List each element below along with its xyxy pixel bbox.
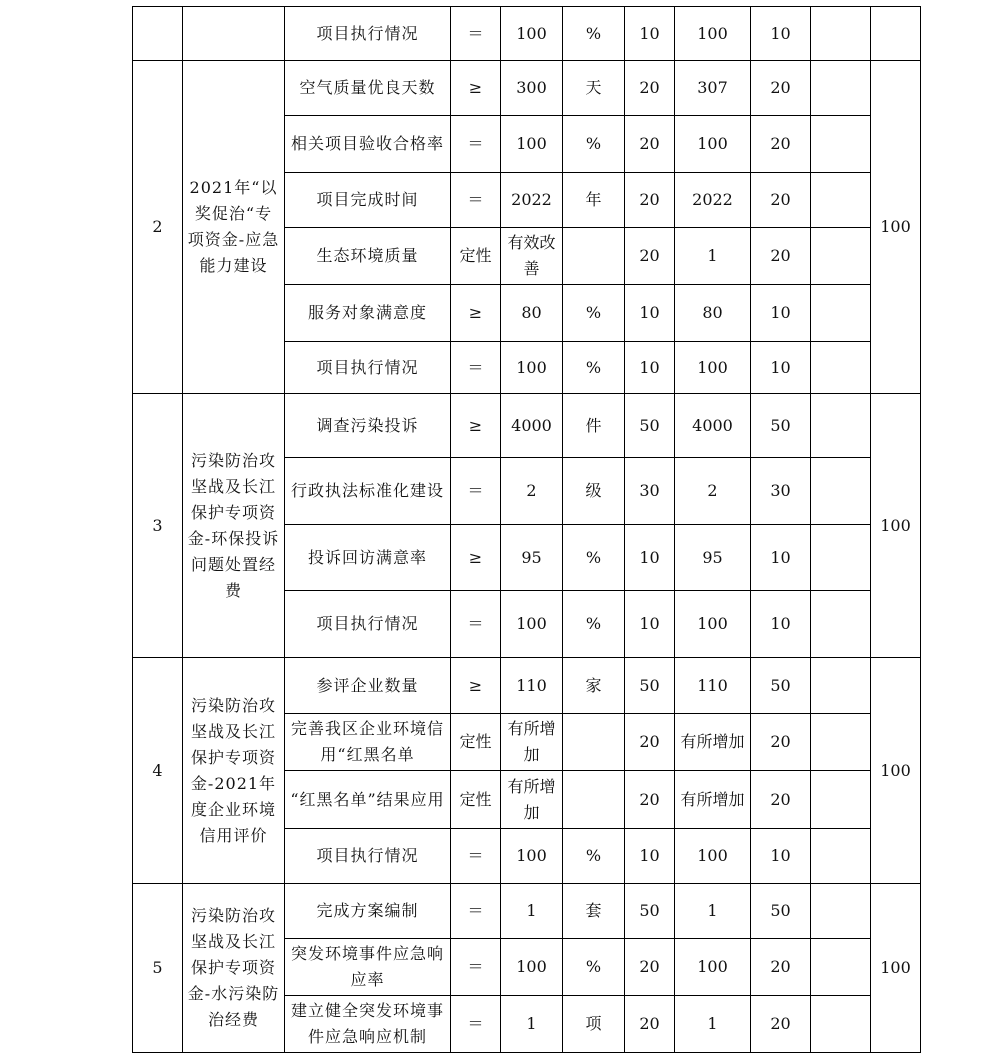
weight-cell: 50: [625, 394, 675, 458]
total-cell: 100: [871, 884, 921, 1053]
blank-cell: [811, 714, 871, 771]
operator-cell: ≥: [451, 61, 501, 116]
unit-cell: %: [563, 7, 625, 61]
target-cell: 2: [501, 458, 563, 525]
actual-cell: 1: [675, 996, 751, 1053]
score-cell: 10: [751, 525, 811, 591]
actual-cell: 307: [675, 61, 751, 116]
blank-cell: [811, 658, 871, 714]
table-row: [133, 884, 921, 939]
operator-cell: ≥: [451, 394, 501, 458]
indicator-cell: 项目完成时间: [285, 173, 451, 228]
actual-cell: 100: [675, 116, 751, 173]
indicator-cell: 相关项目验收合格率: [285, 116, 451, 173]
target-cell: 1: [501, 884, 563, 939]
indicator-cell: 完成方案编制: [285, 884, 451, 939]
indicator-cell: 项目执行情况: [285, 829, 451, 884]
weight-cell: 10: [625, 525, 675, 591]
performance-table: [132, 6, 921, 1053]
score-cell: 50: [751, 884, 811, 939]
indicator-cell: 项目执行情况: [285, 7, 451, 61]
target-cell: 80: [501, 285, 563, 342]
unit-cell: %: [563, 525, 625, 591]
score-cell: 10: [751, 829, 811, 884]
target-cell: 1: [501, 996, 563, 1053]
table-row: [133, 658, 921, 714]
total-cell: 100: [871, 394, 921, 658]
actual-cell: 95: [675, 525, 751, 591]
actual-cell: 100: [675, 939, 751, 996]
score-cell: 20: [751, 61, 811, 116]
actual-cell: 1: [675, 884, 751, 939]
actual-cell: 有所增加: [675, 714, 751, 771]
weight-cell: 20: [625, 116, 675, 173]
unit-cell: %: [563, 591, 625, 658]
no-cell: [133, 7, 183, 61]
score-cell: 20: [751, 714, 811, 771]
project-cell: 污染防治攻坚战及长江保护专项资金-环保投诉问题处置经费: [183, 394, 285, 658]
indicator-cell: 空气质量优良天数: [285, 61, 451, 116]
operator-cell: ≥: [451, 285, 501, 342]
indicator-cell: “红黑名单”结果应用: [285, 771, 451, 829]
operator-cell: ＝: [451, 939, 501, 996]
target-cell: 有效改善: [501, 228, 563, 285]
no-cell: 3: [133, 394, 183, 658]
target-cell: 100: [501, 342, 563, 394]
project-cell: 污染防治攻坚战及长江保护专项资金-2021年度企业环境信用评价: [183, 658, 285, 884]
target-cell: 100: [501, 591, 563, 658]
operator-cell: ＝: [451, 342, 501, 394]
indicator-cell: 生态环境质量: [285, 228, 451, 285]
indicator-cell: 调查污染投诉: [285, 394, 451, 458]
project-cell: [183, 7, 285, 61]
total-cell: [871, 7, 921, 61]
actual-cell: 100: [675, 591, 751, 658]
unit-cell: 级: [563, 458, 625, 525]
table-row: [133, 61, 921, 116]
project-cell: 污染防治攻坚战及长江保护专项资金-水污染防治经费: [183, 884, 285, 1053]
blank-cell: [811, 525, 871, 591]
score-cell: 10: [751, 7, 811, 61]
score-cell: 30: [751, 458, 811, 525]
weight-cell: 20: [625, 771, 675, 829]
operator-cell: ＝: [451, 829, 501, 884]
weight-cell: 20: [625, 173, 675, 228]
total-cell: 100: [871, 61, 921, 394]
target-cell: 4000: [501, 394, 563, 458]
actual-cell: 80: [675, 285, 751, 342]
score-cell: 20: [751, 116, 811, 173]
operator-cell: 定性: [451, 714, 501, 771]
actual-cell: 1: [675, 228, 751, 285]
operator-cell: 定性: [451, 771, 501, 829]
unit-cell: 家: [563, 658, 625, 714]
project-cell: 2021年“以奖促治“专项资金-应急能力建设: [183, 61, 285, 394]
actual-cell: 100: [675, 342, 751, 394]
blank-cell: [811, 116, 871, 173]
unit-cell: %: [563, 116, 625, 173]
weight-cell: 20: [625, 228, 675, 285]
operator-cell: 定性: [451, 228, 501, 285]
unit-cell: %: [563, 285, 625, 342]
blank-cell: [811, 591, 871, 658]
target-cell: 100: [501, 116, 563, 173]
score-cell: 20: [751, 996, 811, 1053]
indicator-cell: 完善我区企业环境信用“红黑名单: [285, 714, 451, 771]
weight-cell: 20: [625, 61, 675, 116]
weight-cell: 10: [625, 342, 675, 394]
actual-cell: 110: [675, 658, 751, 714]
weight-cell: 20: [625, 939, 675, 996]
score-cell: 50: [751, 394, 811, 458]
no-cell: 2: [133, 61, 183, 394]
blank-cell: [811, 173, 871, 228]
unit-cell: %: [563, 342, 625, 394]
unit-cell: 项: [563, 996, 625, 1053]
blank-cell: [811, 884, 871, 939]
table-row: [133, 7, 921, 61]
score-cell: 20: [751, 173, 811, 228]
weight-cell: 50: [625, 884, 675, 939]
target-cell: 100: [501, 829, 563, 884]
actual-cell: 100: [675, 7, 751, 61]
operator-cell: ＝: [451, 7, 501, 61]
actual-cell: 4000: [675, 394, 751, 458]
blank-cell: [811, 394, 871, 458]
indicator-cell: 突发环境事件应急响应率: [285, 939, 451, 996]
operator-cell: ≥: [451, 658, 501, 714]
score-cell: 10: [751, 342, 811, 394]
blank-cell: [811, 458, 871, 525]
target-cell: 100: [501, 939, 563, 996]
indicator-cell: 项目执行情况: [285, 342, 451, 394]
unit-cell: [563, 714, 625, 771]
target-cell: 100: [501, 7, 563, 61]
unit-cell: 件: [563, 394, 625, 458]
score-cell: 20: [751, 228, 811, 285]
weight-cell: 20: [625, 996, 675, 1053]
score-cell: 10: [751, 591, 811, 658]
weight-cell: 10: [625, 7, 675, 61]
blank-cell: [811, 996, 871, 1053]
no-cell: 5: [133, 884, 183, 1053]
target-cell: 300: [501, 61, 563, 116]
target-cell: 有所增加: [501, 771, 563, 829]
no-cell: 4: [133, 658, 183, 884]
target-cell: 有所增加: [501, 714, 563, 771]
blank-cell: [811, 939, 871, 996]
score-cell: 20: [751, 771, 811, 829]
indicator-cell: 参评企业数量: [285, 658, 451, 714]
blank-cell: [811, 228, 871, 285]
operator-cell: ＝: [451, 884, 501, 939]
actual-cell: 2022: [675, 173, 751, 228]
unit-cell: 年: [563, 173, 625, 228]
unit-cell: [563, 771, 625, 829]
actual-cell: 有所增加: [675, 771, 751, 829]
weight-cell: 10: [625, 591, 675, 658]
unit-cell: %: [563, 829, 625, 884]
indicator-cell: 投诉回访满意率: [285, 525, 451, 591]
blank-cell: [811, 7, 871, 61]
operator-cell: ≥: [451, 525, 501, 591]
operator-cell: ＝: [451, 458, 501, 525]
indicator-cell: 建立健全突发环境事件应急响应机制: [285, 996, 451, 1053]
unit-cell: 套: [563, 884, 625, 939]
operator-cell: ＝: [451, 591, 501, 658]
indicator-cell: 行政执法标准化建设: [285, 458, 451, 525]
weight-cell: 10: [625, 829, 675, 884]
weight-cell: 20: [625, 714, 675, 771]
blank-cell: [811, 61, 871, 116]
weight-cell: 10: [625, 285, 675, 342]
weight-cell: 50: [625, 658, 675, 714]
target-cell: 110: [501, 658, 563, 714]
weight-cell: 30: [625, 458, 675, 525]
operator-cell: ＝: [451, 996, 501, 1053]
target-cell: 2022: [501, 173, 563, 228]
score-cell: 20: [751, 939, 811, 996]
actual-cell: 100: [675, 829, 751, 884]
blank-cell: [811, 771, 871, 829]
score-cell: 10: [751, 285, 811, 342]
score-cell: 50: [751, 658, 811, 714]
indicator-cell: 项目执行情况: [285, 591, 451, 658]
operator-cell: ＝: [451, 116, 501, 173]
table-row: [133, 394, 921, 458]
unit-cell: 天: [563, 61, 625, 116]
unit-cell: [563, 228, 625, 285]
actual-cell: 2: [675, 458, 751, 525]
operator-cell: ＝: [451, 173, 501, 228]
target-cell: 95: [501, 525, 563, 591]
unit-cell: %: [563, 939, 625, 996]
blank-cell: [811, 342, 871, 394]
blank-cell: [811, 285, 871, 342]
total-cell: 100: [871, 658, 921, 884]
blank-cell: [811, 829, 871, 884]
indicator-cell: 服务对象满意度: [285, 285, 451, 342]
